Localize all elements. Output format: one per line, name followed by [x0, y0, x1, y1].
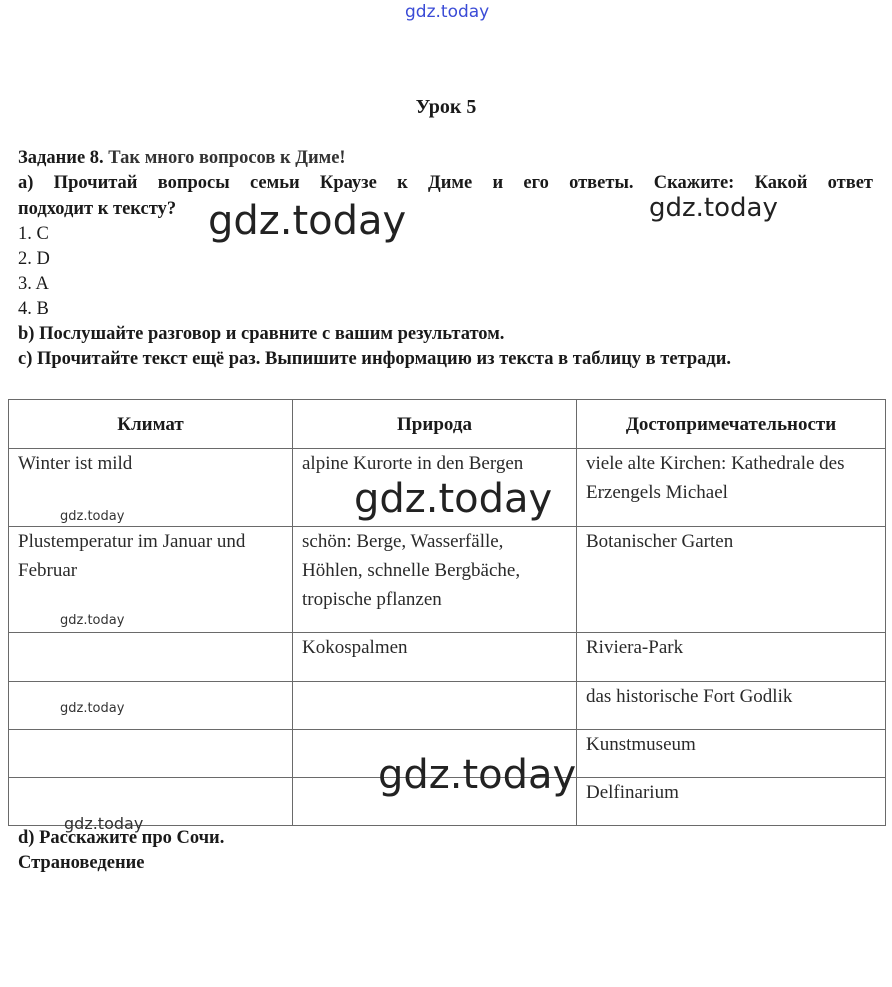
- part-d-text: d) Расскажите про Сочи.: [18, 828, 225, 848]
- table-header-row: [9, 400, 886, 449]
- table-cell: [9, 730, 293, 778]
- table-cell: Delfinarium: [577, 778, 886, 826]
- answer-item: 2. D: [18, 249, 50, 269]
- watermark-small-4: gdz.today: [64, 814, 144, 833]
- answer-item: 1. C: [18, 224, 49, 244]
- table-cell: Riviera-Park: [577, 633, 886, 682]
- table-cell: das historische Fort Godlik: [577, 682, 886, 730]
- table-cell: Kokospalmen: [293, 633, 577, 682]
- table-cell: alpine Kurorte in den Bergen: [293, 449, 577, 527]
- table-cell: [9, 633, 293, 682]
- watermark-large-1: gdz.today: [208, 198, 407, 244]
- watermark-small-3: gdz.today: [60, 701, 125, 716]
- task-heading: [18, 148, 346, 169]
- watermark-large-4: gdz.today: [378, 752, 577, 798]
- table-cell: Winter ist mild: [9, 449, 293, 527]
- watermark-top: gdz.today: [405, 2, 490, 22]
- table-row: [9, 527, 886, 633]
- lesson-title: Урок 5: [415, 96, 477, 118]
- watermark-small-2: gdz.today: [60, 613, 125, 628]
- watermark-small-1: gdz.today: [60, 509, 125, 524]
- table-cell: Botanischer Garten: [577, 527, 886, 633]
- table-cell: schön: Berge, Wasserfälle, Höhlen, schnelle Bergbäche, tropische pflanzen: [293, 527, 577, 633]
- answer-item: 4. B: [18, 299, 49, 319]
- part-b-text: b) Послушайте разговор и сравните с вашим результатом.: [18, 324, 505, 344]
- header-climate: Климат: [9, 400, 293, 449]
- table-cell: [293, 682, 577, 730]
- task-heading-text: Так много вопросов к Диме!: [108, 148, 346, 168]
- header-nature: Природа: [293, 400, 577, 449]
- table-cell: [9, 682, 293, 730]
- header-sights: Достопримечательности: [577, 400, 886, 449]
- task-label: Задание 8.: [18, 148, 104, 168]
- table-cell: Plustemperatur im Januar und Februar: [9, 527, 293, 633]
- answer-item: 3. A: [18, 274, 49, 294]
- table-row: [9, 682, 886, 730]
- part-a-line-2: подходит к тексту?: [18, 199, 177, 219]
- watermark-large-2: gdz.today: [649, 193, 778, 223]
- table-row: [9, 633, 886, 682]
- table-cell: [9, 778, 293, 826]
- footer-label: Страноведение: [18, 853, 145, 873]
- table-cell: Kunstmuseum: [577, 730, 886, 778]
- watermark-large-3: gdz.today: [354, 476, 553, 522]
- part-c-text: c) Прочитайте текст ещё раз. Выпишите информацию из текста в таблицу в тетради.: [18, 349, 732, 369]
- table-cell: viele alte Kirchen: Kathedrale des Erzengels Michael: [577, 449, 886, 527]
- part-a-line-1: а) Прочитай вопросы семьи Краузе к Диме и его ответы. Скажите: Какой ответ: [18, 173, 873, 193]
